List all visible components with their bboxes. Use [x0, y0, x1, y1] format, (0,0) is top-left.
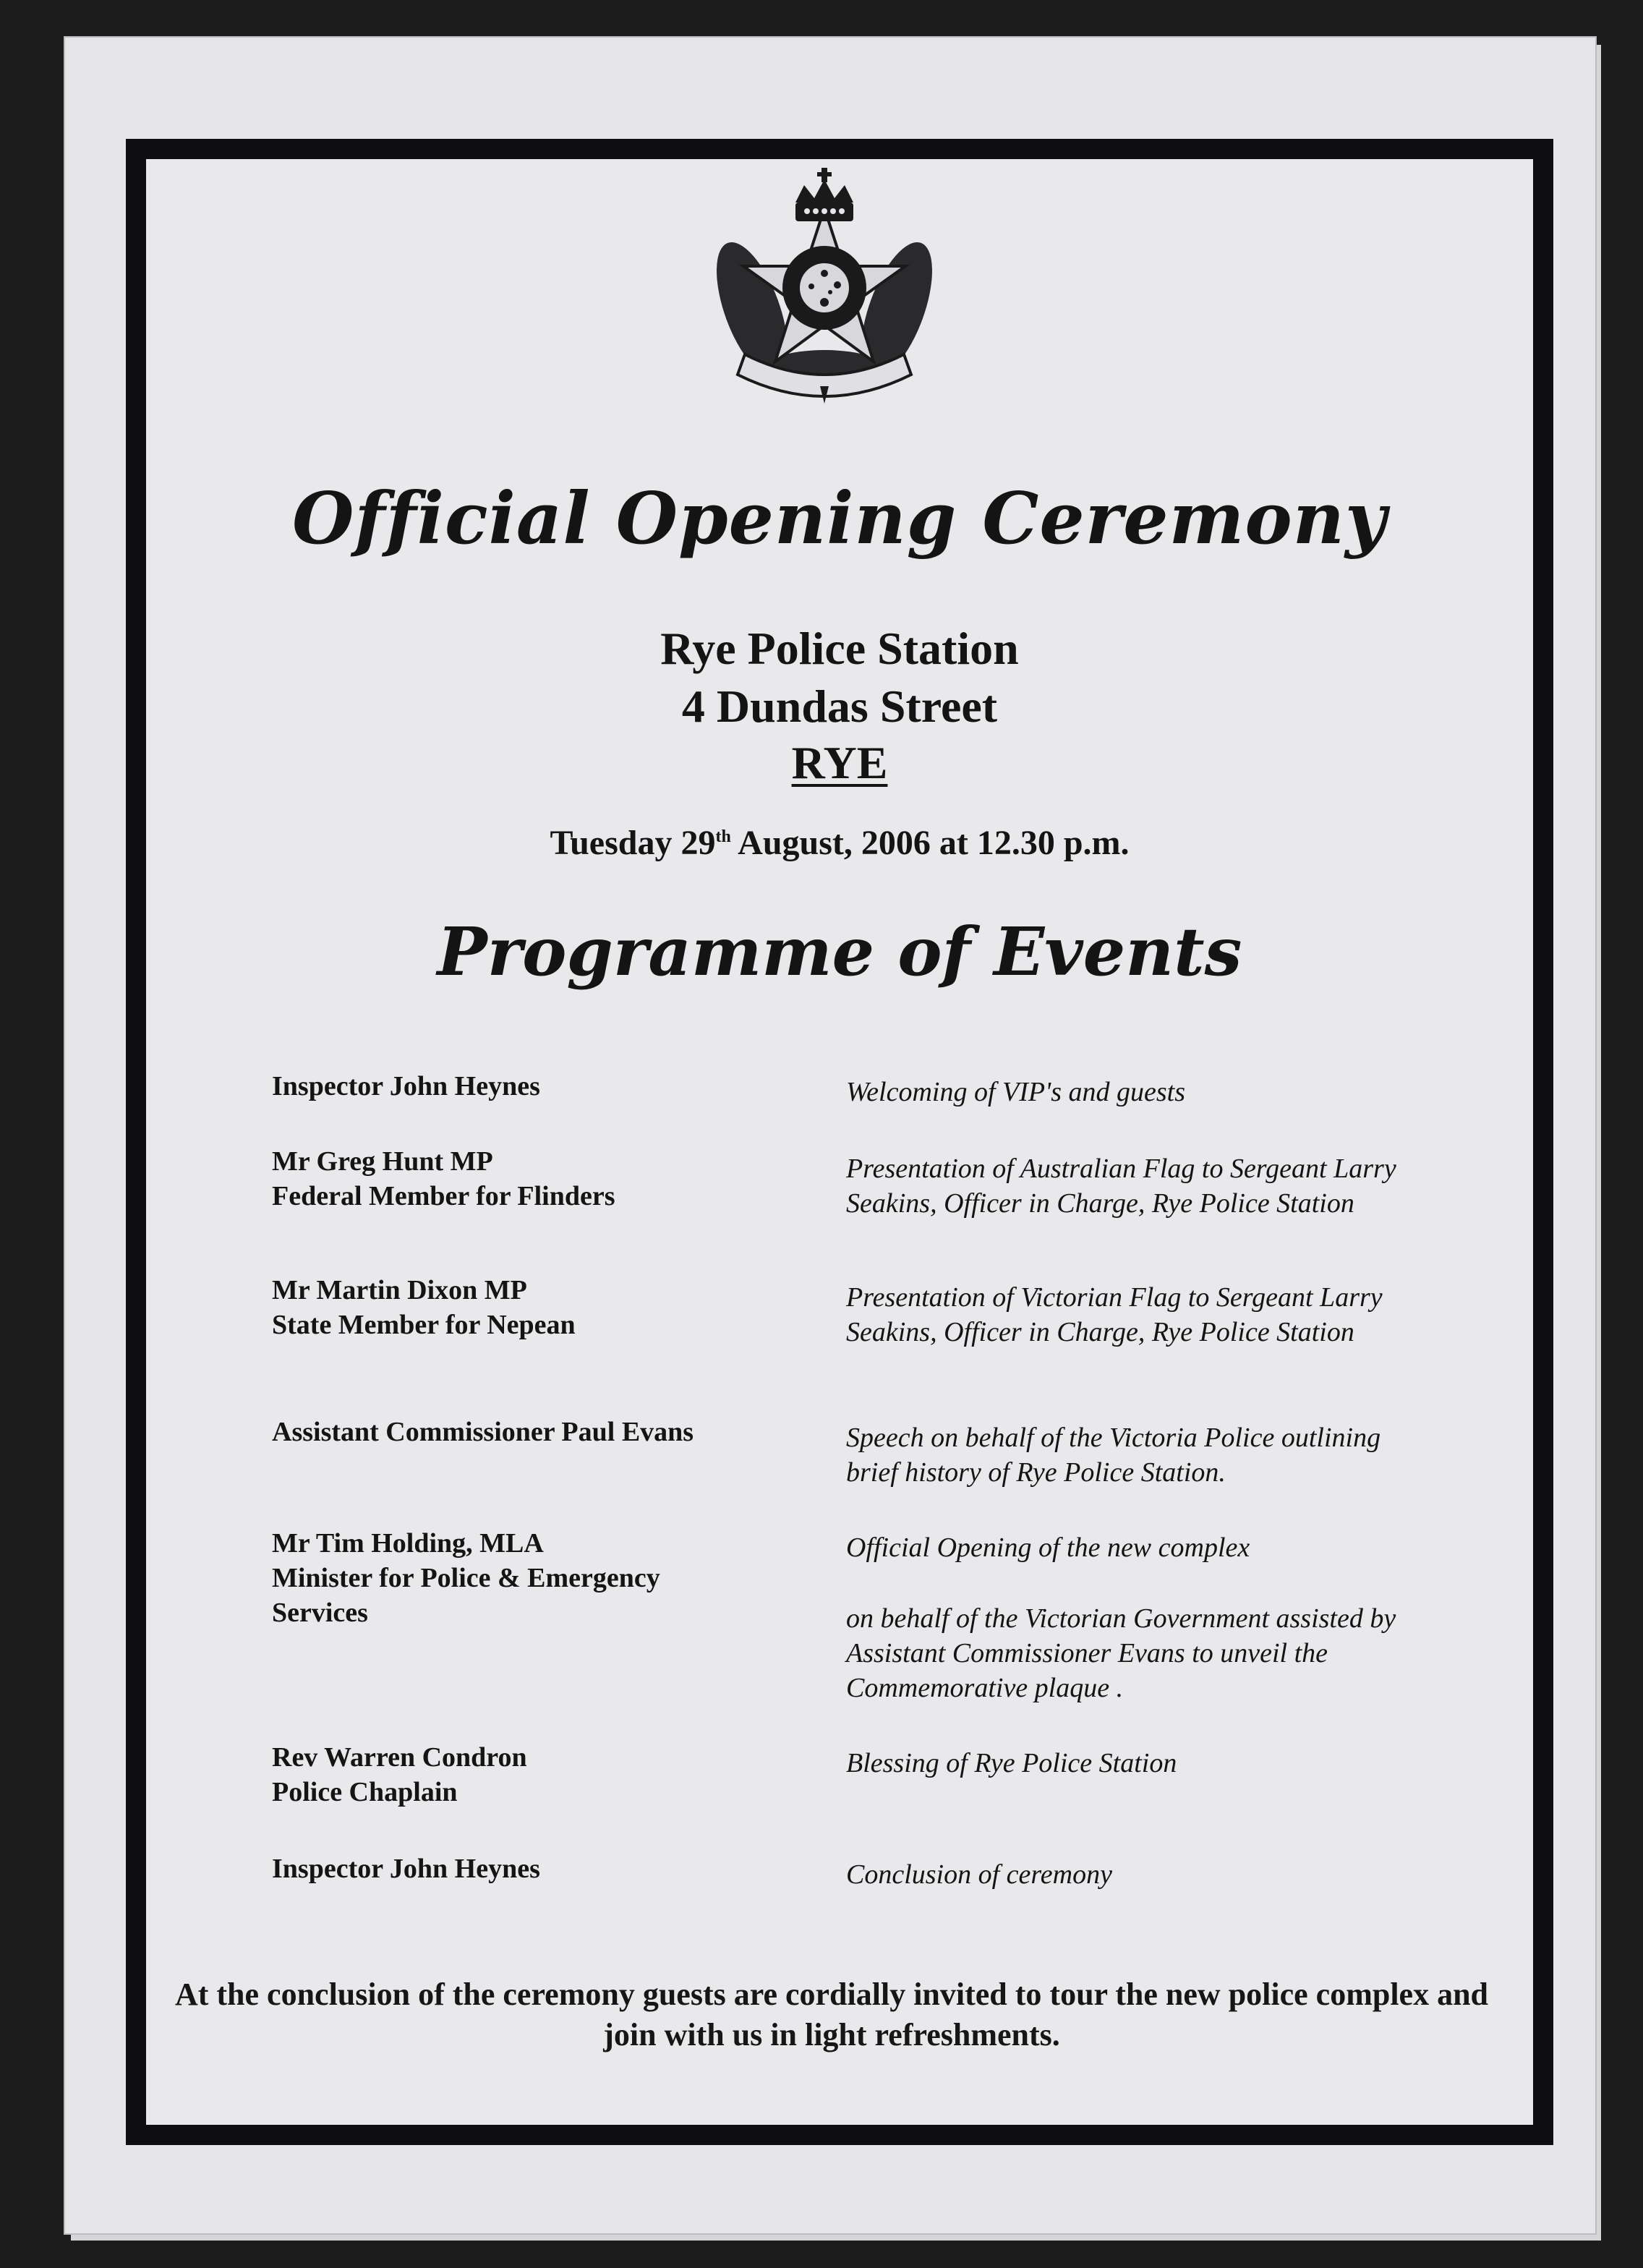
programme-heading: Programme of Events [437, 913, 1242, 991]
event-7-activity: Conclusion of ceremony [846, 1859, 1112, 1890]
speaker-name: Mr Martin Dixon MP [272, 1275, 527, 1305]
event-2-speaker [272, 1144, 822, 1214]
speaker-name: Mr Tim Holding, MLA [272, 1528, 544, 1559]
ceremony-title: Official Opening Ceremony [292, 477, 1387, 560]
event-4-activity: Speech on behalf of the Victoria Police outlining brief history of Rye Police Station. [846, 1423, 1381, 1488]
speaker-name: Rev Warren Condron [272, 1742, 527, 1773]
closing-invitation: At the conclusion of the ceremony guests are cordially invited to tour the new police complex and join with us in light refreshments. [174, 1977, 1489, 2052]
venue-street: 4 Dundas Street [681, 681, 998, 732]
date-suffix: August, 2006 at 12.30 p.m. [730, 824, 1130, 862]
event-6-speaker [272, 1740, 822, 1809]
date-ordinal: th [715, 827, 731, 846]
speaker-name: Mr Greg Hunt MP [272, 1146, 493, 1177]
speaker-name: Inspector John Heynes [272, 1071, 540, 1101]
event-date [126, 823, 1553, 863]
speaker-name: Assistant Commissioner Paul Evans [272, 1417, 694, 1447]
date-prefix: Tuesday 29 [550, 824, 716, 862]
event-1-activity: Welcoming of VIP's and guests [846, 1077, 1186, 1107]
victoria-police-badge-icon [701, 165, 947, 425]
venue-town: RYE [791, 737, 888, 788]
speaker-role-continued: Services [272, 1598, 368, 1628]
event-5-activity-detail: on behalf of the Victorian Government assisted by Assistant Commissioner Evans to unveil the Commemorative plaque . [846, 1603, 1396, 1703]
venue-name: Rye Police Station [660, 623, 1019, 674]
event-3-activity: Presentation of Victorian Flag to Sergeant Larry Seakins, Officer in Charge, Rye Police Station [846, 1282, 1383, 1347]
event-1-speaker [272, 1069, 822, 1104]
event-5-activity: Official Opening of the new complex [846, 1532, 1250, 1563]
speaker-role: Minister for Police & Emergency [272, 1563, 660, 1593]
event-7-speaker [272, 1851, 822, 1886]
speaker-name: Inspector John Heynes [272, 1854, 540, 1884]
speaker-role: Federal Member for Flinders [272, 1181, 615, 1211]
event-5-speaker [272, 1526, 822, 1630]
event-3-speaker [272, 1273, 822, 1342]
event-6-activity: Blessing of Rye Police Station [846, 1748, 1177, 1778]
document-border [126, 139, 1553, 2145]
speaker-role: State Member for Nepean [272, 1310, 576, 1340]
speaker-role: Police Chaplain [272, 1777, 458, 1807]
event-2-activity: Presentation of Australian Flag to Sergeant Larry Seakins, Officer in Charge, Rye Police Station [846, 1154, 1396, 1219]
event-4-speaker [272, 1415, 822, 1449]
